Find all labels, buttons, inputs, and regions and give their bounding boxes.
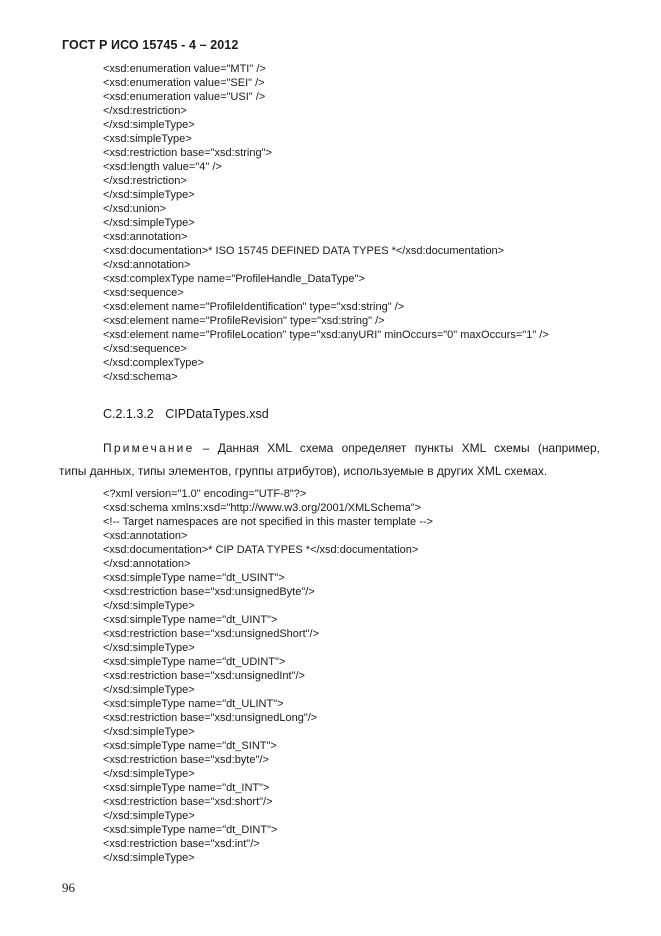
note-paragraph [59,437,600,483]
code-line: <xsd:element name="ProfileIdentification" type="xsd:string" /> [103,301,405,313]
code-line: <xsd:simpleType> [103,133,192,145]
code-line: </xsd:simpleType> [103,119,195,131]
section-number: C.2.1.3.2 [103,407,154,421]
code-line: <xsd:schema xmlns:xsd="http://www.w3.org/2001/XMLSchema"> [103,502,422,514]
code-line: <xsd:restriction base="xsd:short"/> [103,796,273,808]
code-line: </xsd:annotation> [103,259,191,271]
note-label: Примечание [103,441,195,455]
code-line: <!-- Target namespaces are not specified in this master template --> [103,516,433,528]
code-line: </xsd:simpleType> [103,810,195,822]
code-line: <xsd:simpleType name="dt_UINT"> [103,614,278,626]
code-line: <xsd:annotation> [103,530,188,542]
code-line: </xsd:simpleType> [103,642,195,654]
code-line: </xsd:simpleType> [103,189,195,201]
code-line: </xsd:simpleType> [103,768,195,780]
code-line: <xsd:restriction base="xsd:unsignedInt"/> [103,670,305,682]
code-line: <xsd:restriction base="xsd:unsignedShort"/> [103,628,320,640]
code-line: <?xml version="1.0" encoding="UTF-8"?> [103,488,307,500]
code-line: <xsd:enumeration value="USI" /> [103,91,266,103]
code-line: <xsd:element name="ProfileLocation" type="xsd:anyURI" minOccurs="0" maxOccurs="1" /> [103,329,549,341]
code-line: </xsd:simpleType> [103,684,195,696]
code-line: <xsd:restriction base="xsd:unsignedLong"/> [103,712,318,724]
code-line: </xsd:schema> [103,371,178,383]
code-line: <xsd:simpleType name="dt_USINT"> [103,572,285,584]
code-line: </xsd:restriction> [103,105,187,117]
code-line: <xsd:documentation>* ISO 15745 DEFINED DATA TYPES *</xsd:documentation> [103,245,505,257]
code-line: <xsd:restriction base="xsd:unsignedByte"/> [103,586,315,598]
code-line: </xsd:simpleType> [103,217,195,229]
note-text-line2: типы данных, типы элементов, группы атрибутов), используемые в других XML схемах. [59,464,548,478]
page-header-title: ГОСТ Р ИСО 15745 - 4 – 2012 [62,38,239,52]
code-line: <xsd:sequence> [103,287,184,299]
xml-code-block-top [103,62,549,384]
code-line: <xsd:simpleType name="dt_ULINT"> [103,698,284,710]
code-line: <xsd:documentation>* CIP DATA TYPES *</xsd:documentation> [103,544,419,556]
code-line: </xsd:simpleType> [103,726,195,738]
code-line: <xsd:complexType name="ProfileHandle_DataType"> [103,273,365,285]
code-line: </xsd:complexType> [103,357,204,369]
code-line: </xsd:restriction> [103,175,187,187]
code-line: <xsd:simpleType name="dt_DINT"> [103,824,278,836]
code-line: </xsd:simpleType> [103,600,195,612]
code-line: <xsd:simpleType name="dt_SINT"> [103,740,277,752]
code-line: </xsd:simpleType> [103,852,195,864]
code-line: </xsd:union> [103,203,166,215]
section-title: CIPDataTypes.xsd [165,407,269,421]
section-heading [103,407,269,421]
code-line: <xsd:restriction base="xsd:int"/> [103,838,260,850]
code-line: <xsd:simpleType name="dt_INT"> [103,782,270,794]
note-text-line1: – Данная XML схема определяет пункты XML схемы (например, [202,441,600,455]
code-line: </xsd:sequence> [103,343,187,355]
code-line: <xsd:length value="4" /> [103,161,222,173]
code-line: <xsd:enumeration value="MTI" /> [103,63,266,75]
note-first-line [62,437,600,460]
xml-code-block-bottom [103,487,433,865]
code-line: <xsd:restriction base="xsd:string"> [103,147,272,159]
code-line: <xsd:enumeration value="SEI" /> [103,77,265,89]
code-line: <xsd:annotation> [103,231,188,243]
code-line: </xsd:annotation> [103,558,191,570]
code-line: <xsd:restriction base="xsd:byte"/> [103,754,269,766]
code-line: <xsd:simpleType name="dt_UDINT"> [103,656,286,668]
page-number: 96 [62,880,75,895]
code-line: <xsd:element name="ProfileRevision" type="xsd:string" /> [103,315,385,327]
